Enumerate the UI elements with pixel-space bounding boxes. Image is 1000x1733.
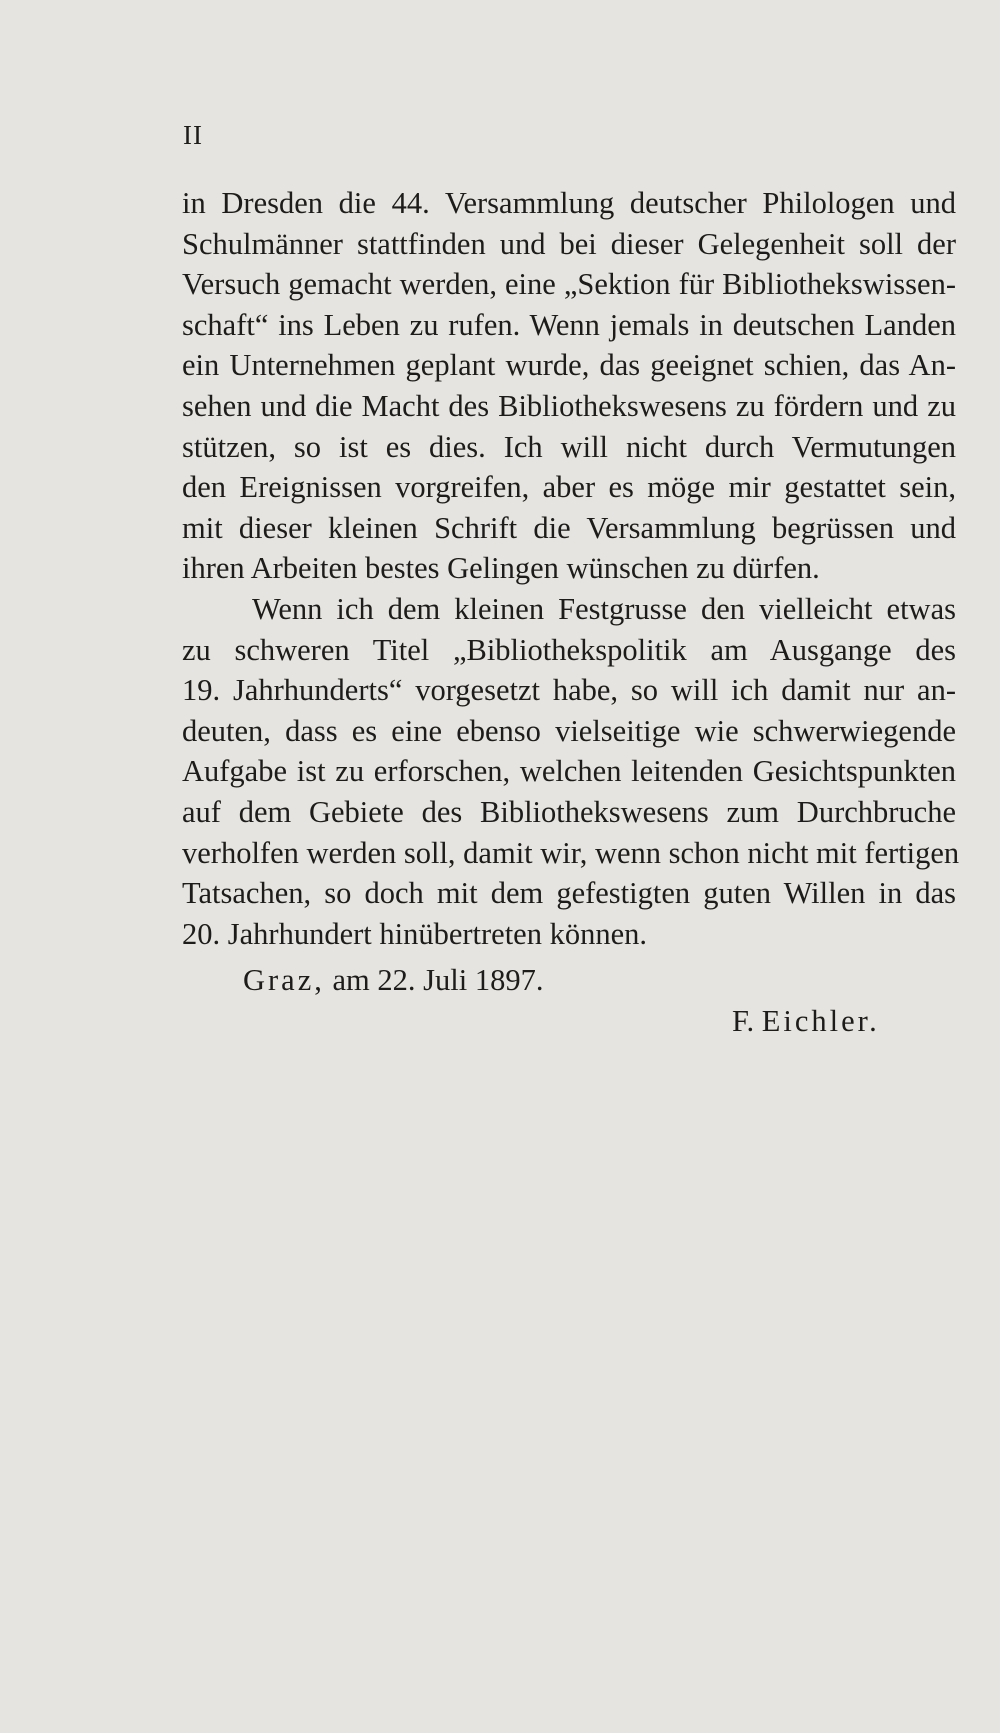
body-text bbox=[182, 183, 960, 954]
text-line: auf dem Gebiete des Bibliothekswesens zum Durchbruche bbox=[182, 794, 956, 829]
text-line: ihren Arbeiten bestes Gelingen wünschen zu dürfen. bbox=[182, 551, 820, 586]
closing-date: am 22. Juli 1897. bbox=[332, 963, 544, 997]
text-line: verholfen werden soll, damit wir, wenn schon nicht mit fertigen bbox=[182, 835, 960, 870]
text-line: 20. Jahrhundert hinübertreten können. bbox=[182, 916, 647, 951]
author-signature bbox=[732, 1001, 880, 1041]
text-line: sehen und die Macht des Bibliothekswesens zu fördern und zu bbox=[182, 388, 956, 423]
paragraph-2 bbox=[182, 589, 960, 954]
text-line: zu schweren Titel „Bibliothekspolitik am Ausgange des bbox=[182, 632, 956, 667]
closing-place: Graz, bbox=[243, 963, 325, 997]
text-line: Versuch gemacht werden, eine „Sektion für Bibliothekswissen- bbox=[182, 267, 956, 302]
signature-name: Eichler. bbox=[761, 1004, 880, 1038]
signature-initial: F. bbox=[732, 1004, 755, 1038]
text-line: Tatsachen, so doch mit dem gefestigten guten Willen in das bbox=[182, 876, 956, 911]
text-line: Aufgabe ist zu erforschen, welchen leitenden Gesichtspunkten bbox=[182, 754, 956, 789]
text-line: stützen, so ist es dies. Ich will nicht durch Vermutungen bbox=[182, 429, 956, 464]
text-line: schaft“ ins Leben zu rufen. Wenn jemals in deutschen Landen bbox=[182, 307, 956, 342]
text-line: ein Unternehmen geplant wurde, das geeignet schien, das An- bbox=[182, 348, 956, 383]
paragraph-1 bbox=[182, 183, 956, 589]
text-line: in Dresden die 44. Versammlung deutscher Philologen und bbox=[182, 186, 956, 220]
page-number: II bbox=[183, 120, 203, 150]
text-line: Wenn ich dem kleinen Festgrusse den vielleicht etwas bbox=[252, 591, 956, 626]
closing-date-line bbox=[243, 960, 543, 1000]
text-line: deuten, dass es eine ebenso vielseitige wie schwerwiegende bbox=[182, 713, 956, 748]
text-line: den Ereignissen vorgreifen, aber es möge mir gestattet sein, bbox=[182, 470, 956, 505]
text-line: mit dieser kleinen Schrift die Versammlung begrüssen und bbox=[182, 510, 956, 545]
text-line: 19. Jahrhunderts“ vorgesetzt habe, so will ich damit nur an- bbox=[182, 673, 956, 708]
text-line: Schulmänner stattfinden und bei dieser Gelegenheit soll der bbox=[182, 226, 956, 261]
